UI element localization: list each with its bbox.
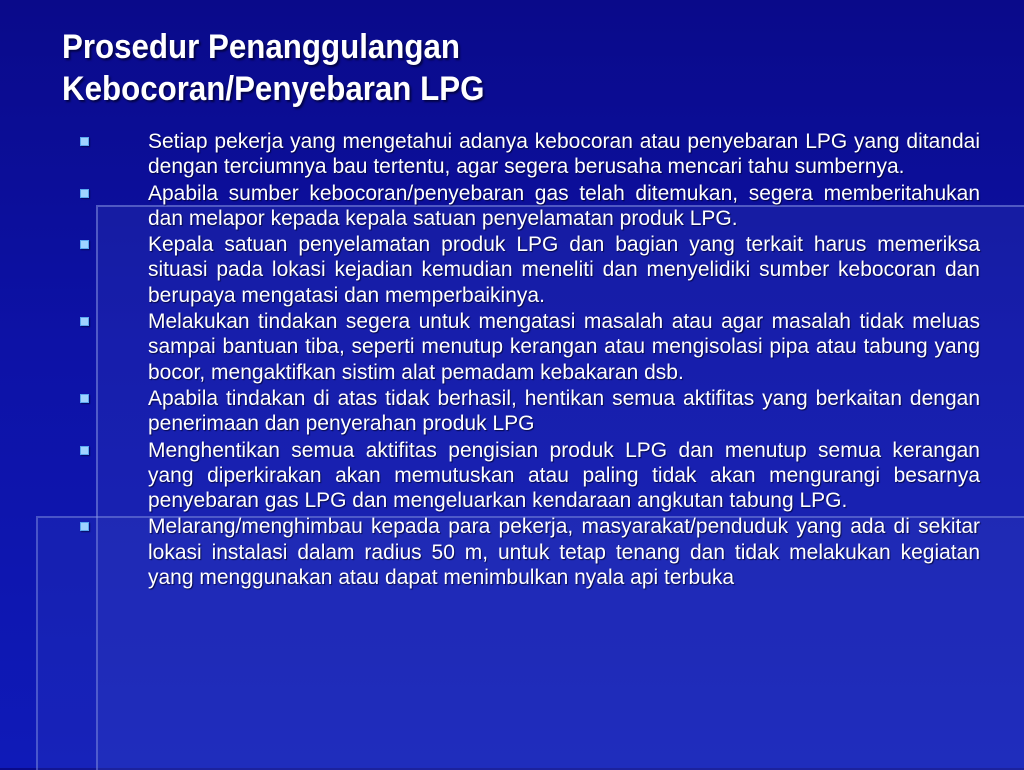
bullet-text: Apabila tindakan di atas tidak berhasil, hentikan semua aktifitas yang berkaitan dengan penerimaan dan penyerahan produk LPG [148,386,980,436]
square-bullet-icon [80,522,89,531]
bullet-text: Menghentikan semua aktifitas pengisian produk LPG dan menutup semua kerangan yang diperkirakan akan memutuskan atau paling tidak akan mengurangi besarnya penyebaran gas LPG dan mengeluarkan kendaraan angkutan tabung LPG. [148,438,980,513]
bullet-text: Melarang/menghimbau kepada para pekerja, masyarakat/penduduk yang ada di sekitar lokasi instalasi dalam radius 50 m, untuk tetap tenang dan tidak melakukan kegiatan yang menggunakan atau dapat menimbulkan nyala api terbuka [148,515,980,590]
bullet-text: Apabila sumber kebocoran/penyebaran gas telah ditemukan, segera memberitahukan dan melapor kepada kepala satuan penyelamatan produk LPG. [148,181,980,230]
square-bullet-icon [80,394,89,403]
bullet-item [76,129,980,180]
square-bullet-icon [80,317,89,326]
slide-title-line-2: Kebocoran/Penyebaran LPG [62,70,485,108]
bullet-text: Melakukan tindakan segera untuk mengatasi masalah atau agar masalah tidak meluas sampai bantuan tiba, seperti menutup kerangan atau mengisolasi pipa atau tabung yang bocor, mengaktifkan sistim alat pemadam kebakaran dsb. [148,310,980,384]
bullet-item [76,386,980,437]
square-bullet-icon [80,240,89,249]
bullet-text: Setiap pekerja yang mengetahui adanya kebocoran atau penyebaran LPG yang ditandai dengan terciumnya bau tertentu, agar segera berusaha mencari tahu sumbernya. [148,130,980,179]
bullet-item [76,438,980,514]
square-bullet-icon [80,189,89,198]
slide-title [62,26,484,110]
bullet-item [76,232,980,308]
bullet-item [76,514,980,590]
bullet-text: Kepala satuan penyelamatan produk LPG dan bagian yang terkait harus memeriksa situasi pada lokasi kejadian kemudian meneliti dan menyelidiki sumber kebocoran dan berupaya mengatasi dan memperbaikinya. [148,233,980,307]
bullet-item [76,181,980,232]
slide-title-line-1: Prosedur Penanggulangan [62,28,461,66]
square-bullet-icon [80,137,89,146]
bullet-item [76,309,980,385]
square-bullet-icon [80,446,89,455]
bullet-list [76,129,980,591]
